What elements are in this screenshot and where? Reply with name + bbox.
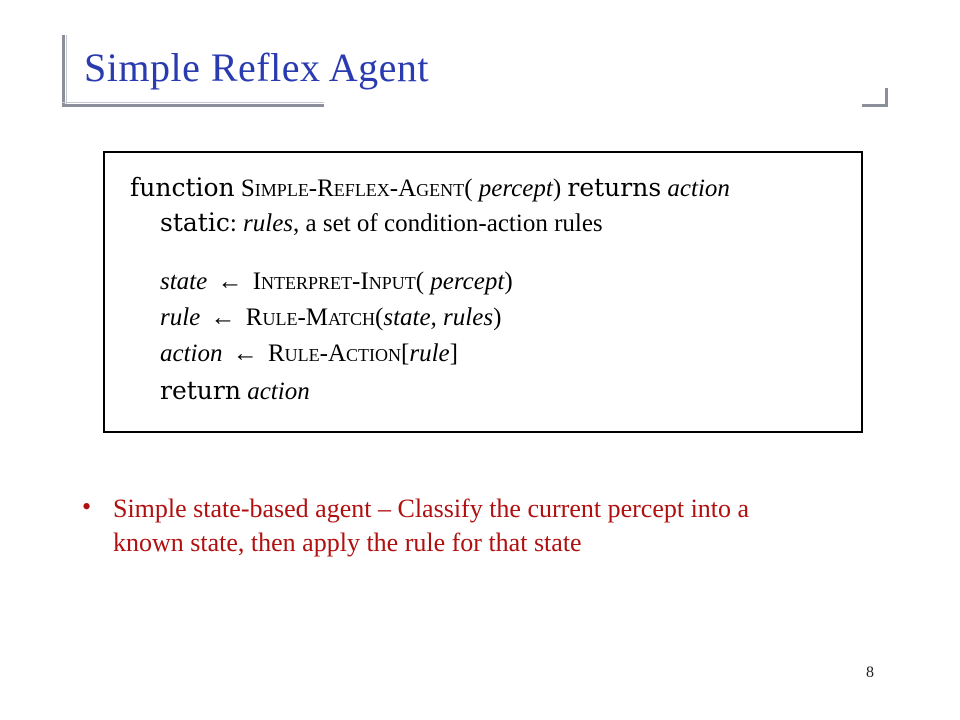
close-bracket: ] — [449, 340, 458, 367]
algorithm-line-rule-match — [160, 304, 501, 332]
function-call: Rule-Match — [245, 304, 376, 331]
algorithm-line-static — [160, 208, 603, 238]
return-type: action — [667, 175, 730, 202]
bullet-text: Simple state-based agent – Classify the current percept into a known state, then apply the rule for that state — [113, 494, 750, 557]
left-arrow-icon: ← — [210, 304, 236, 331]
function-call: Interpret-Input — [252, 268, 416, 295]
argument: rule — [409, 340, 450, 367]
static-colon: : — [229, 210, 237, 237]
keyword-function: function — [130, 173, 235, 202]
close-paren: ) — [552, 175, 562, 202]
frame-top-right-horizontal — [862, 104, 888, 107]
frame-top-left-vertical — [62, 35, 65, 107]
assign-target: rule — [160, 304, 201, 331]
keyword-returns: returns — [567, 173, 662, 202]
parameter: percept — [472, 175, 553, 202]
slide-title: Simple Reflex Agent — [84, 45, 430, 90]
frame-top-left-horizontal — [62, 104, 324, 107]
close-paren: ) — [493, 304, 502, 331]
bullet-icon: • — [82, 492, 92, 521]
function-call: Rule-Action — [268, 340, 402, 367]
assign-target: state — [160, 268, 208, 295]
algorithm-line-interpret — [160, 268, 513, 296]
keyword-return: return — [160, 376, 241, 405]
frame-top-left-horizontal-highlight — [62, 102, 324, 103]
left-arrow-icon: ← — [232, 340, 258, 367]
open-paren: ( — [415, 268, 425, 295]
algorithm-line-return — [160, 376, 310, 406]
open-paren: ( — [464, 175, 473, 202]
left-arrow-icon: ← — [217, 268, 243, 295]
open-bracket: [ — [401, 340, 410, 367]
open-paren: ( — [375, 304, 384, 331]
function-name: Simple-Reflex-Agent — [240, 175, 465, 202]
close-paren: ) — [504, 268, 513, 295]
frame-top-left-vertical-highlight — [66, 35, 67, 107]
argument: state, rules — [383, 304, 494, 331]
static-variable: rules — [243, 210, 294, 237]
assign-target: action — [160, 340, 223, 367]
page-number: 8 — [866, 664, 874, 681]
return-value: action — [247, 378, 310, 405]
keyword-static: static — [160, 208, 230, 237]
argument: percept — [424, 268, 505, 295]
algorithm-line-signature — [130, 173, 730, 203]
algorithm-box — [103, 151, 863, 433]
algorithm-line-rule-action — [160, 340, 458, 368]
static-description: , a set of condition-action rules — [293, 210, 603, 237]
